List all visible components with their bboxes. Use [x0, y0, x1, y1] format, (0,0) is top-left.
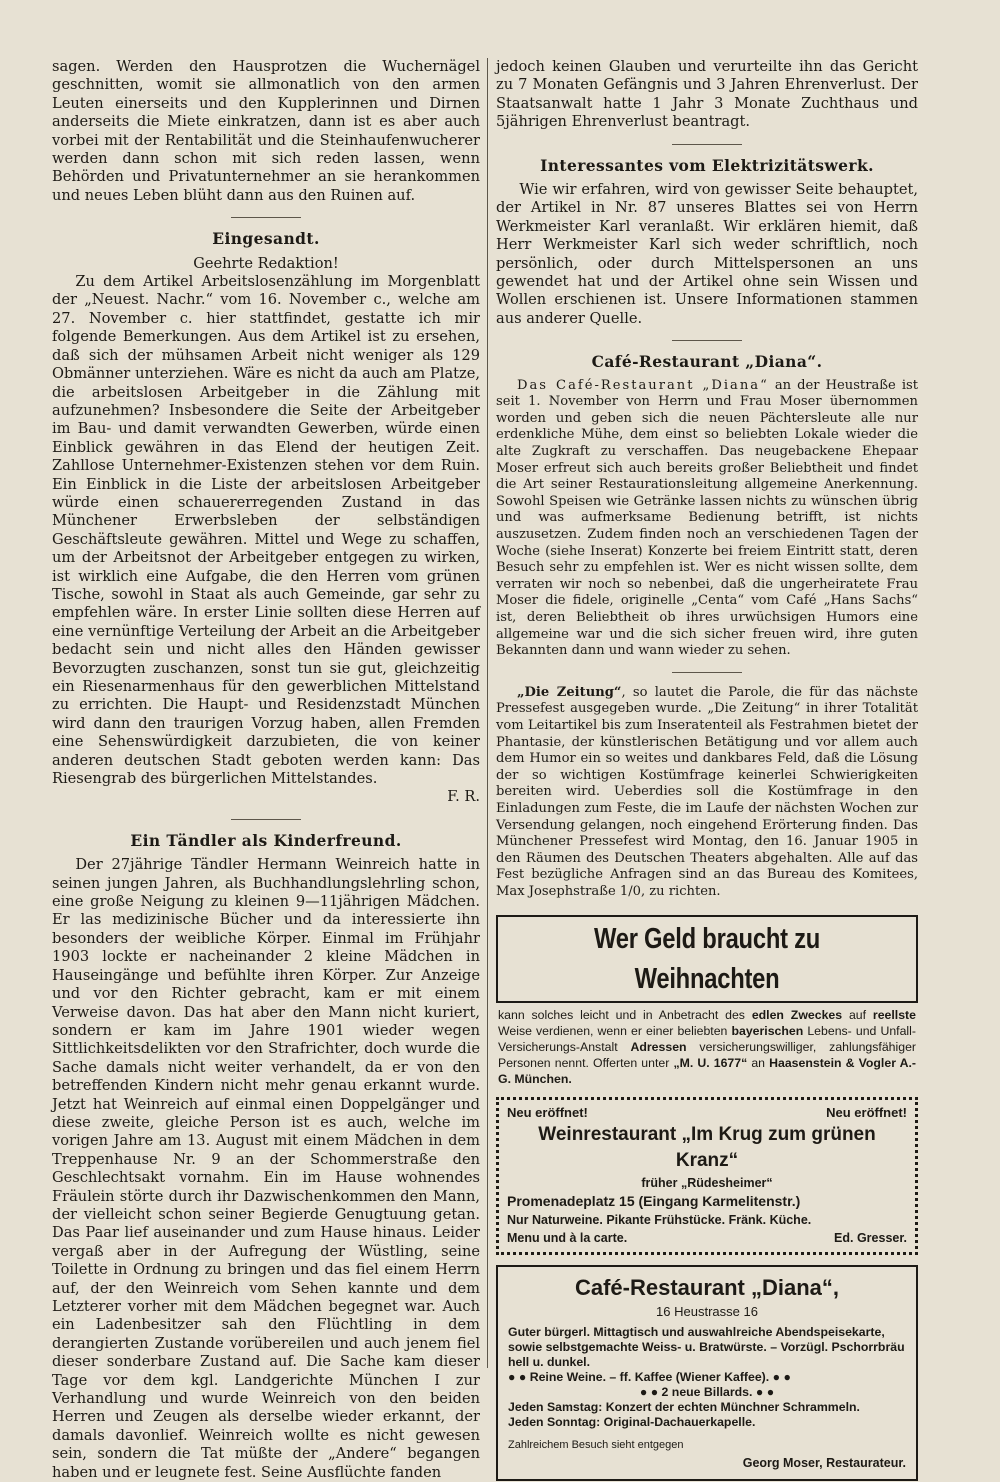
ad-krug-address: Promenadeplatz 15 (Eingang Karmelitenstr.): [507, 1193, 801, 1210]
ad-weihnachten-text: [496, 1003, 918, 1087]
ad-text-bold: edlen Zweckes: [751, 1007, 843, 1022]
elektrizitaet-heading: Interessantes vom Elektrizitätswerk.: [540, 155, 874, 175]
ad-text: auf: [842, 1007, 873, 1022]
ad-diana-body3: ● ● 2 neue Billards. ● ●: [639, 1384, 775, 1399]
ad-text-bold: bayerischen: [731, 1023, 804, 1038]
ad-text: kann solches leicht und in Anbetracht des: [498, 1007, 752, 1022]
separator-rule: [231, 819, 301, 820]
ad-weihnachten: [496, 915, 918, 1003]
separator-rule: [672, 144, 742, 145]
diana-heading: Café-Restaurant „Diana“.: [591, 352, 823, 372]
ad-krug-title: Weinrestaurant „Im Krug zum grünen Kranz“: [538, 1123, 876, 1171]
eingesandt-heading: Eingesandt.: [212, 229, 320, 249]
ad-krug-line1: Nur Naturweine. Pikante Frühstücke. Fränk. Küche.: [507, 1212, 812, 1227]
taendler-body: Der 27jährige Tändler Hermann Weinreich hatte in seinen jungen Jahren, als Buchhandlungslehrling schon, eine große Neigung zu kleinen 9—11jährigen Mädchen. Er las medizinische Bücher und da interessierte ihn besonders der weibliche Körper. Einmal im Frühjahr 1903 lockte er nacheinander 2 kleine Mädchen in Hauseingänge und befühlte ihren Körper. Zur Anzeige und vor den Richter gebracht, kam er mit einem Verweise davon. Das hat aber den Mann nicht kuriert, sondern er kam im Jahre 1901 wieder wegen Sittlichkeitsdelikten vor den Strafrichter, doch wurde die Sache damals nicht weiter verhandelt, da er von den betreffenden Kindern nicht mehr genau erkannt wurde. Jetzt hat Weinreich auf einmal einen Doppelgänger und diese zweite, gleiche Person ist es auch, welche im vorigen Jahre am 13. August mit einem Mädchen in dem Treppenhause Nr. 9 an der Schommerstraße den Geschlechtsakt vornahm. Ein im Hause wohnendes Fräulein störte durch ihr Dazwischenkommen den Mann, der vielleicht schon seiner Begierde Genugtuung getan. Das Paar lief auseinander und zum Hause hinaus. Leider vergaß aber in der Aufregung der Wüstling, seine Toilette in Ordnung zu bringen und das fiel einem Herrn auf, der den Weinreich vom Sehen kannte und dem Letzterer vorher mit dem Mädchen begegnet war. Auch ein Ladenbesitzer sah den Flüchtling in dem derangierten Zustande vorübereilen und auch jenem fiel dieser sonderbare Zustand auf. Die Sache kam dieser Tage vor dem kgl. Landgerichte München I zur Verhandlung und wurde Weinreich von den beiden Herren und Zeugen als derselbe wieder erkannt, der damals davonlief. Weinreich wollte es nicht gewesen sein, sondern die Tat müßte der „Andere“ begangen haben und er leugnete fest. Seine Ausflüchte fanden: [52, 856, 480, 1481]
salutation: Geehrte Redaktion!: [193, 254, 339, 272]
ad-diana-saturday: Jeden Samstag: Konzert der echten Münchner Schrammeln.: [508, 1399, 860, 1414]
ad-krug-formerly: früher „Rüdesheimer“: [641, 1175, 773, 1190]
ad-diana-owner: Georg Moser, Restaurateur.: [742, 1456, 906, 1471]
zeitung-body: [496, 685, 918, 901]
ad-krug-neu-right: Neu eröffnet!: [826, 1104, 907, 1120]
separator-rule: [672, 340, 742, 341]
ad-krug-owner: Ed. Gresser.: [834, 1231, 907, 1246]
diana-body: [496, 378, 918, 660]
ad-diana-body1: Guter bürgerl. Mittagtisch und auswahlreiche Abendspeisekarte, sowie selbstgemachte Weiss- u. Bratwürste. – Vorzügl. Pschorrbräu hell u. dunkel.: [508, 1324, 905, 1369]
ad-diana-body2: ● ● Reine Weine. – ff. Kaffee (Wiener Kaffee). ● ●: [508, 1369, 791, 1384]
zeitung-text: , so lautet die Parole, die für das nächste Pressefest ausgegeben wurde. „Die Zeitung“ in ihrer Totalität vom Leitartikel bis zum Inseratenteil als Festrahmen bietet der Phantasie, der künstlerischen Betätigung und vor allem auch dem Humor ein so weites und dankbares Feld, daß die Lösung der so wichtigen Kostümfrage keinerlei Schwierigkeiten bereiten wird. Ueberdies soll die Kostümfrage in den Einladungen zum Feste, die im Laufe der nächsten Wochen zur Versendung gelangen, noch eingehend Erörterung finden. Das Münchener Pressefest wird Montag, den 16. Januar 1905 in den Räumen des Deutschen Theaters abgehalten. Alle auf das Fest bezügliche Anfragen sind an das Bureau des Komitees, Max Josephstraße 1/0, zu richten.: [496, 684, 918, 899]
ad-krug-neu-row: [507, 1104, 907, 1122]
diana-text: an der Heustraße ist seit 1. November von Herrn und Frau Moser übernommen worden und geben sich die neuen Pächtersleute alle nur erdenkliche Mühe, dem einst so beliebten Lokale wieder die alte Zugkraft zu verschaffen. Das neugebackene Ehepaar Moser erfreut sich auch bereits großer Beliebtheit und findet die Art seiner Restaurationsleitung allgemeine Anerkennung. Sowohl Speisen wie Getränke lassen nichts zu wünschen übrig und was aufmerksame Bedienung betrifft, ist nichts auszusetzen. Zudem finden noch an verschiedenen Tagen der Woche (siehe Inserat) Konzerte bei freiem Eintritt statt, deren Besuch sehr zu empfehlen ist. Wer es nicht wissen sollte, dem verraten wir noch so nebenbei, daß die ungerheiratete Frau Moser die fidele, originelle „Centa“ vom Café „Hans Sachs“ ist, deren Beliebtheit ob ihres urwüchsigen Humors eine allgemeine war und die sich sicher freuen wird, ihre guten Bekannten dann und wann wieder zu sehen.: [496, 377, 918, 659]
ad-text-bold: Adressen: [630, 1039, 687, 1054]
elektrizitaet-body: Wie wir erfahren, wird von gewisser Seite behauptet, der Artikel in Nr. 87 unseres Blattes sei von Herrn Werkmeister Karl veranlaßt. Wir erklären hiemit, daß Herr Werkmeister Karl sich weder schriftlich, noch persönlich, oder durch Mittelspersonen an uns gewendet hat und der Artikel ohne sein Wissen und Wollen erschienen ist. Unsere Informationen stammen aus anderer Quelle.: [496, 181, 918, 327]
ad-krug-line2: [507, 1229, 907, 1247]
taendler-heading: Ein Tändler als Kinderfreund.: [130, 830, 402, 850]
ad-text-bold: Haasenstein & Vogler A.-G. München.: [498, 1055, 916, 1086]
eingesandt-body: Zu dem Artikel Arbeitslosenzählung im Morgenblatt der „Neuest. Nachr.“ vom 16. November c., welche am 27. November c. hier stattfindet, gestatte ich mir folgende Bemerkungen. Aus dem Artikel ist zu ersehen, daß sich der mühsamen Arbeit nicht weniger als 129 Obmänner unterziehen. Wäre es nicht da auch am Platze, die arbeitslosen Arbeitgeber in die Zählung mit aufzunehmen? Insbesondere die Seite der Arbeitgeber im Bau- und damit verwandten Gewerben, würde einen Einblick gewähren in das Elend der heutigen Zeit. Zahllose Unternehmer-Existenzen stehen vor dem Ruin. Ein Einblick in die Liste der arbeitslosen Arbeitgeber würde einen schauererregenden Zustand in das Münchener Erwerbsleben der selbständigen Geschäftsleute gewähren. Mittel und Wege zu schaffen, um der Arbeitsnot der Arbeitgeber entgegen zu wirken, ist wirklich eine Aufgabe, die den Herren vom grünen Tische, sowohl in Staat als auch Gemeinde, gar sehr zu empfehlen wäre. In erster Linie sollten diese Herren auf eine vernünftige Verteilung der Arbeit an die Arbeitgeber bedacht sein und nicht alles den Händen gewisser Bevorzugten zuschanzen, sonst tun sie gut, gleichzeitig ein Riesenarmenhaus für den gewerblichen Mittelstand zu errichten. Die Haupt- und Residenzstadt München wird dann den traurigen Vorzug haben, allen Fremden eine Sehenswürdigkeit darzubieten, die von keiner anderen deutschen Stadt geboten werden kann: Das Riesengrab des bürgerlichen Mittelstandes.: [52, 273, 480, 788]
ad-krug-neu-left: Neu eröffnet!: [507, 1104, 588, 1120]
ad-weihnachten-headline: Wer Geld braucht zu Weihnachten: [593, 922, 821, 995]
ad-diana-street: 16 Heustrasse 16: [656, 1303, 758, 1319]
right-column: [496, 58, 918, 1481]
article-continuation: jedoch keinen Glauben und verurteilte ihn das Gericht zu 7 Monaten Gefängnis und 3 Jahren Ehrenverlust. Der Staatsanwalt hatte 1 Jahr 3 Monate Zuchthaus und 5jährigen Ehrenverlust beantragt.: [496, 58, 918, 131]
ad-diana-title: Café-Restaurant „Diana“,: [574, 1274, 840, 1300]
ad-text-bold: reellste: [872, 1007, 916, 1022]
article-continuation: sagen. Werden den Hausprotzen die Wuchernägel geschnitten, womit sie allmonatlich von den armen Leuten einerseits und den Kupplerinnen und Dirnen anderseits die Miete einkratzen, dann ist es aber auch vorbei mit der Rentabilität und die Steinhaufenwucherer werden dann schon mit sich reden lassen, wenn Behörden und Privatunternehmer an sie herankommen und neues Leben blüht dann aus den Ruinen auf.: [52, 58, 480, 204]
zeitung-lead: „Die Zeitung“: [516, 684, 622, 700]
ad-text: versicherungswilliger, zahlungsfähiger Personen nennt. Offerten unter: [498, 1039, 916, 1070]
left-column: [52, 58, 480, 1482]
ad-krug: [496, 1097, 918, 1255]
ad-diana-invite: Zahlreichem Besuch sieht entgegen: [508, 1438, 684, 1451]
ad-krug-menu: Menu und à la carte.: [507, 1231, 628, 1246]
ad-text-bold: „M. U. 1677“: [673, 1055, 748, 1070]
signature: F. R.: [447, 788, 480, 806]
ad-diana-sunday: Jeden Sonntag: Original-Dachauerkapelle.: [508, 1414, 756, 1429]
separator-rule: [672, 672, 742, 673]
ad-text: Weise verdienen, wenn er einer beliebten: [498, 1023, 732, 1038]
separator-rule: [231, 217, 301, 218]
column-divider: [487, 58, 488, 1368]
ad-text: an: [747, 1055, 770, 1070]
ad-diana: [496, 1265, 918, 1481]
ad-text: Lebens- und Unfall-Versicherungs-Anstalt: [498, 1023, 916, 1054]
diana-lead: Das Café-Restaurant „Diana“: [516, 377, 769, 393]
